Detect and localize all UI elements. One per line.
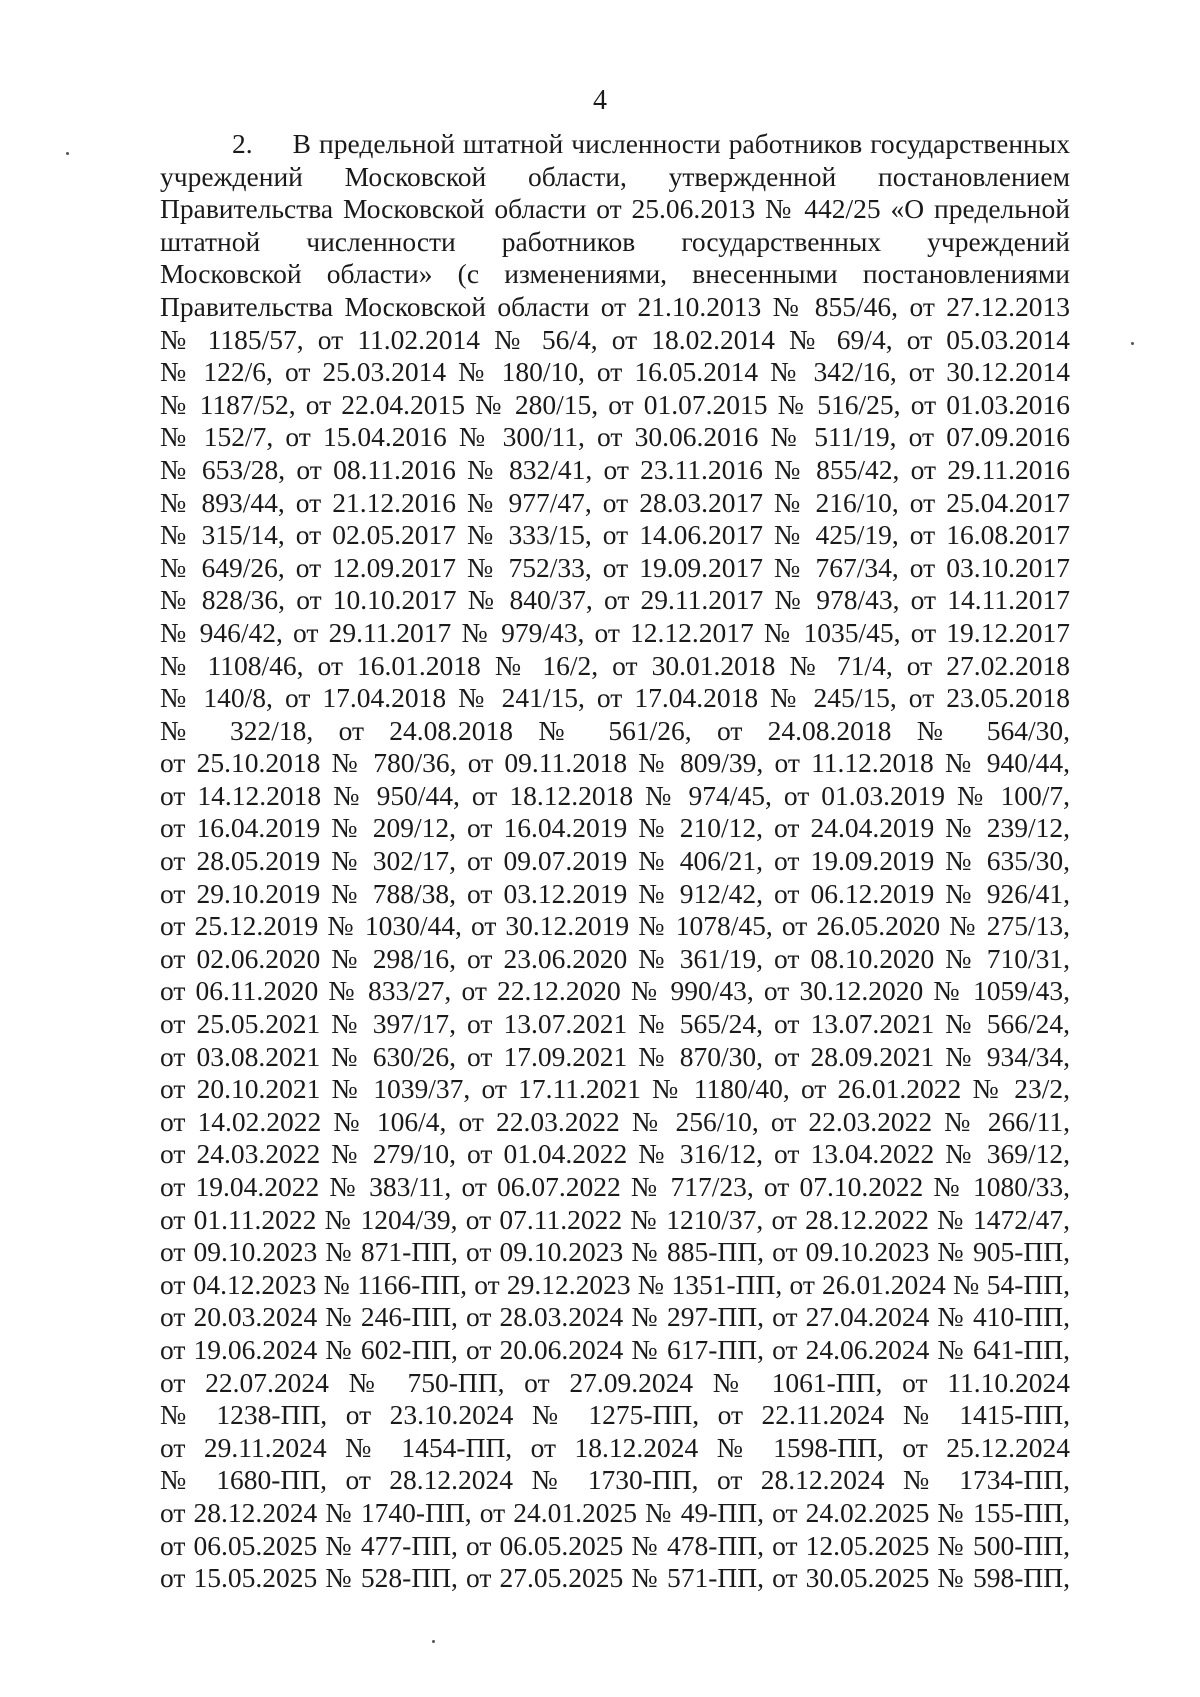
text-line: № 152/7, от 15.04.2016 № 300/11, от 30.06.2016 № 511/19, от 07.09.2016 (160, 421, 1070, 453)
text-line: № 122/6, от 25.03.2014 № 180/10, от 16.05.2014 № 342/16, от 30.12.2014 (160, 356, 1070, 388)
text-line: от 22.07.2024 № 750-ПП, от 27.09.2024 № 1061-ПП, от 11.10.2024 (160, 1366, 1070, 1398)
text-line: штатной численности работников государственных учреждений (160, 225, 1070, 257)
text-line: № 946/42, от 29.11.2017 № 979/43, от 12.12.2017 № 1035/45, от 19.12.2017 (160, 616, 1070, 648)
text-line: № 1680-ПП, от 28.12.2024 № 1730-ПП, от 28.12.2024 № 1734-ПП, (160, 1464, 1070, 1496)
page-number: 4 (593, 85, 607, 116)
text-line: от 29.11.2024 № 1454-ПП, от 18.12.2024 № 1598-ПП, от 25.12.2024 (160, 1431, 1070, 1463)
text-line: от 25.10.2018 № 780/36, от 09.11.2018 № 809/39, от 11.12.2018 № 940/44, (160, 747, 1070, 779)
text-line: № 1185/57, от 11.02.2014 № 56/4, от 18.02.2014 № 69/4, от 05.03.2014 (160, 323, 1070, 355)
text-line: от 06.11.2020 № 833/27, от 22.12.2020 № 990/43, от 30.12.2020 № 1059/43, (160, 975, 1070, 1007)
text-line: от 04.12.2023 № 1166-ПП, от 29.12.2023 № 1351-ПП, от 26.01.2024 № 54-ПП, (160, 1268, 1070, 1300)
paragraph-2 (160, 128, 1070, 1595)
text-line: № 828/36, от 10.10.2017 № 840/37, от 29.11.2017 № 978/43, от 14.11.2017 (160, 584, 1070, 616)
text-line: № 1187/52, от 22.04.2015 № 280/15, от 01.07.2015 № 516/25, от 01.03.2016 (160, 388, 1070, 420)
text-line: от 25.12.2019 № 1030/44, от 30.12.2019 № 1078/45, от 26.05.2020 № 275/13, (160, 910, 1070, 942)
text-line: 2. В предельной штатной численности работников государственных (232, 128, 1070, 159)
text-line: от 09.10.2023 № 871-ПП, от 09.10.2023 № 885-ПП, от 09.10.2023 № 905-ПП, (160, 1236, 1070, 1268)
text-line: от 19.04.2022 № 383/11, от 06.07.2022 № 717/23, от 07.10.2022 № 1080/33, (160, 1171, 1070, 1202)
scan-speck (1131, 342, 1134, 345)
text-line: от 15.05.2025 № 528-ПП, от 27.05.2025 № 571-ПП, от 30.05.2025 № 598-ПП, (160, 1562, 1070, 1594)
text-line: учреждений Московской области, утвержденной постановлением (160, 160, 1070, 192)
scan-speck (432, 1640, 435, 1643)
text-line: от 28.05.2019 № 302/17, от 09.07.2019 № 406/21, от 19.09.2019 № 635/30, (160, 845, 1070, 877)
text-line: от 02.06.2020 № 298/16, от 23.06.2020 № 361/19, от 08.10.2020 № 710/31, (160, 942, 1070, 974)
text-line: № 315/14, от 02.05.2017 № 333/15, от 14.06.2017 № 425/19, от 16.08.2017 (160, 519, 1070, 551)
text-line: от 25.05.2021 № 397/17, от 13.07.2021 № 565/24, от 13.07.2021 № 566/24, (160, 1008, 1070, 1040)
text-line: № 893/44, от 21.12.2016 № 977/47, от 28.03.2017 № 216/10, от 25.04.2017 (160, 486, 1070, 518)
text-line: Правительства Московской области от 21.10.2013 № 855/46, от 27.12.2013 (160, 290, 1070, 322)
text-line: № 653/28, от 08.11.2016 № 832/41, от 23.11.2016 № 855/42, от 29.11.2016 (160, 453, 1070, 485)
text-line: Правительства Московской области от 25.06.2013 № 442/25 «О предельной (160, 193, 1070, 225)
text-line: от 14.12.2018 № 950/44, от 18.12.2018 № 974/45, от 01.03.2019 № 100/7, (160, 779, 1070, 811)
text-line: от 14.02.2022 № 106/4, от 22.03.2022 № 256/10, от 22.03.2022 № 266/11, (160, 1105, 1070, 1137)
text-line: от 24.03.2022 № 279/10, от 01.04.2022 № 316/12, от 13.04.2022 № 369/12, (160, 1138, 1070, 1170)
text-line: от 16.04.2019 № 209/12, от 16.04.2019 № 210/12, от 24.04.2019 № 239/12, (160, 812, 1070, 844)
text-line: Московской области» (с изменениями, внесенными постановлениями (160, 258, 1070, 290)
text-line: № 1108/46, от 16.01.2018 № 16/2, от 30.01.2018 № 71/4, от 27.02.2018 (160, 649, 1070, 681)
text-line: от 29.10.2019 № 788/38, от 03.12.2019 № 912/42, от 06.12.2019 № 926/41, (160, 877, 1070, 909)
text-line: № 322/18, от 24.08.2018 № 561/26, от 24.08.2018 № 564/30, (160, 714, 1070, 746)
text-line: от 06.05.2025 № 477-ПП, от 06.05.2025 № 478-ПП, от 12.05.2025 № 500-ПП, (160, 1529, 1070, 1561)
text-line: от 28.12.2024 № 1740-ПП, от 24.01.2025 № 49-ПП, от 24.02.2025 № 155-ПП, (160, 1496, 1070, 1528)
text-line: от 20.03.2024 № 246-ПП, от 28.03.2024 № 297-ПП, от 27.04.2024 № 410-ПП, (160, 1301, 1070, 1333)
text-line: от 20.10.2021 № 1039/37, от 17.11.2021 № 1180/40, от 26.01.2022 № 23/2, (160, 1073, 1070, 1105)
scan-speck (66, 152, 69, 155)
text-line: № 140/8, от 17.04.2018 № 241/15, от 17.04.2018 № 245/15, от 23.05.2018 (160, 682, 1070, 714)
text-line: от 01.11.2022 № 1204/39, от 07.11.2022 № 1210/37, от 28.12.2022 № 1472/47, (160, 1203, 1070, 1235)
text-line: № 1238-ПП, от 23.10.2024 № 1275-ПП, от 22.11.2024 № 1415-ПП, (160, 1399, 1070, 1431)
text-line: от 19.06.2024 № 602-ПП, от 20.06.2024 № 617-ПП, от 24.06.2024 № 641-ПП, (160, 1333, 1070, 1365)
text-line: № 649/26, от 12.09.2017 № 752/33, от 19.09.2017 № 767/34, от 03.10.2017 (160, 551, 1070, 583)
text-line: от 03.08.2021 № 630/26, от 17.09.2021 № 870/30, от 28.09.2021 № 934/34, (160, 1040, 1070, 1072)
